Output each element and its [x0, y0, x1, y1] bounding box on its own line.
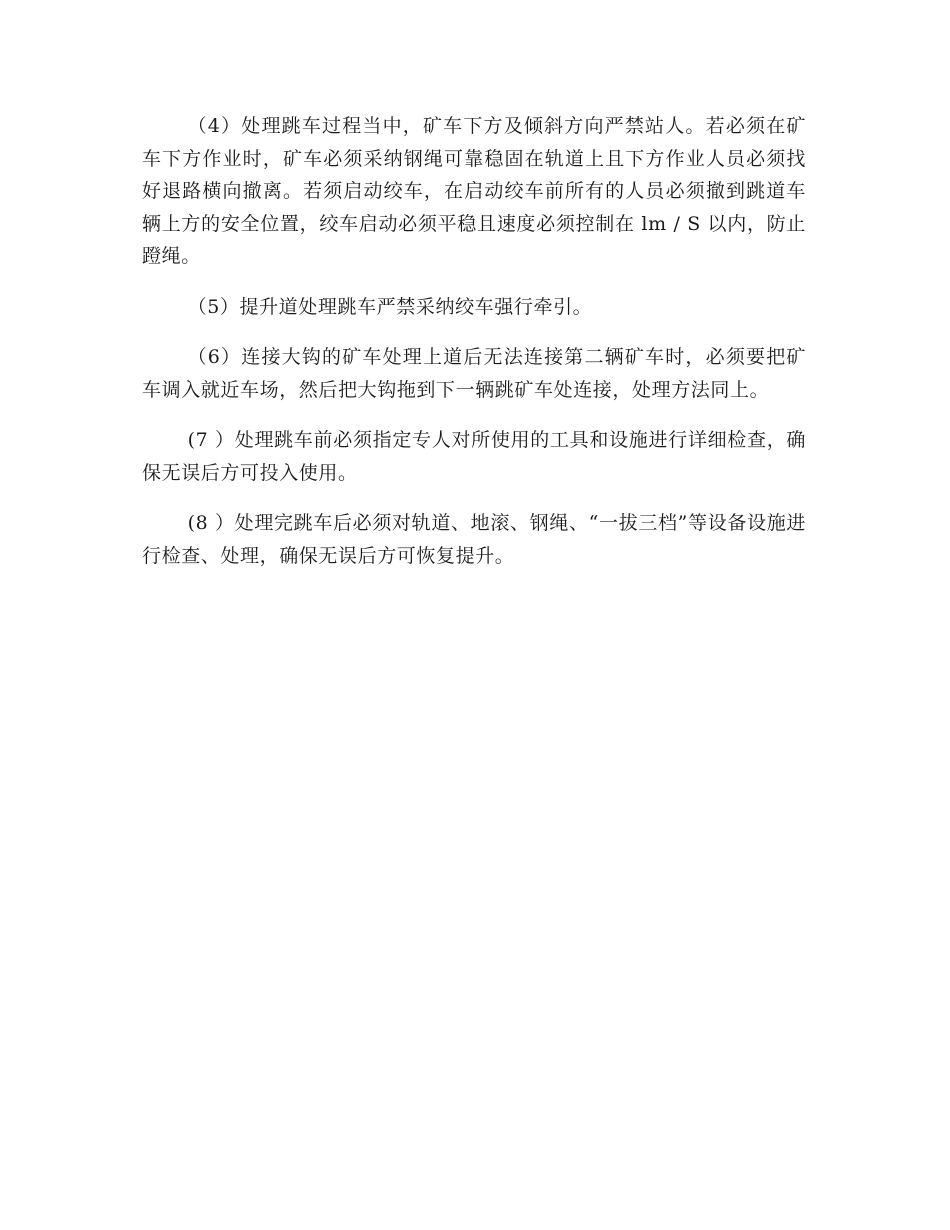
paragraph-5: （5）提升道处理跳车严禁采纳绞车强行牵引。	[187, 295, 593, 318]
document-body	[142, 110, 806, 590]
paragraph-4: （4）处理跳车过程当中，矿车下方及倾斜方向严禁站人。若必须在矿车下方作业时，矿车必须采纳钢绳可靠稳固在轨道上且下方作业人员必须找好退路横向撤离。若须启动绞车，在启动绞车前所有的人员必须撤到跳道车辆上方的安全位置，绞车启动必须平稳且速度必须控制在 lm / S 以内，防止蹬绳。	[142, 115, 806, 267]
paragraph-6: （6）连接大钩的矿车处理上道后无法连接第二辆矿车时，必须要把矿车调入就近车场，然后把大钩拖到下一辆跳矿车处连接，处理方法同上。	[142, 346, 806, 401]
paragraph-7: (7 ）处理跳车前必须指定专人对所使用的工具和设施进行详细检查，确保无误后方可投入使用。	[142, 429, 806, 484]
paragraph-8: (8 ）处理完跳车后必须对轨道、地滚、钢绳、“一拔三档”等设备设施进行检查、处理，确保无误后方可恢复提升。	[142, 512, 806, 567]
